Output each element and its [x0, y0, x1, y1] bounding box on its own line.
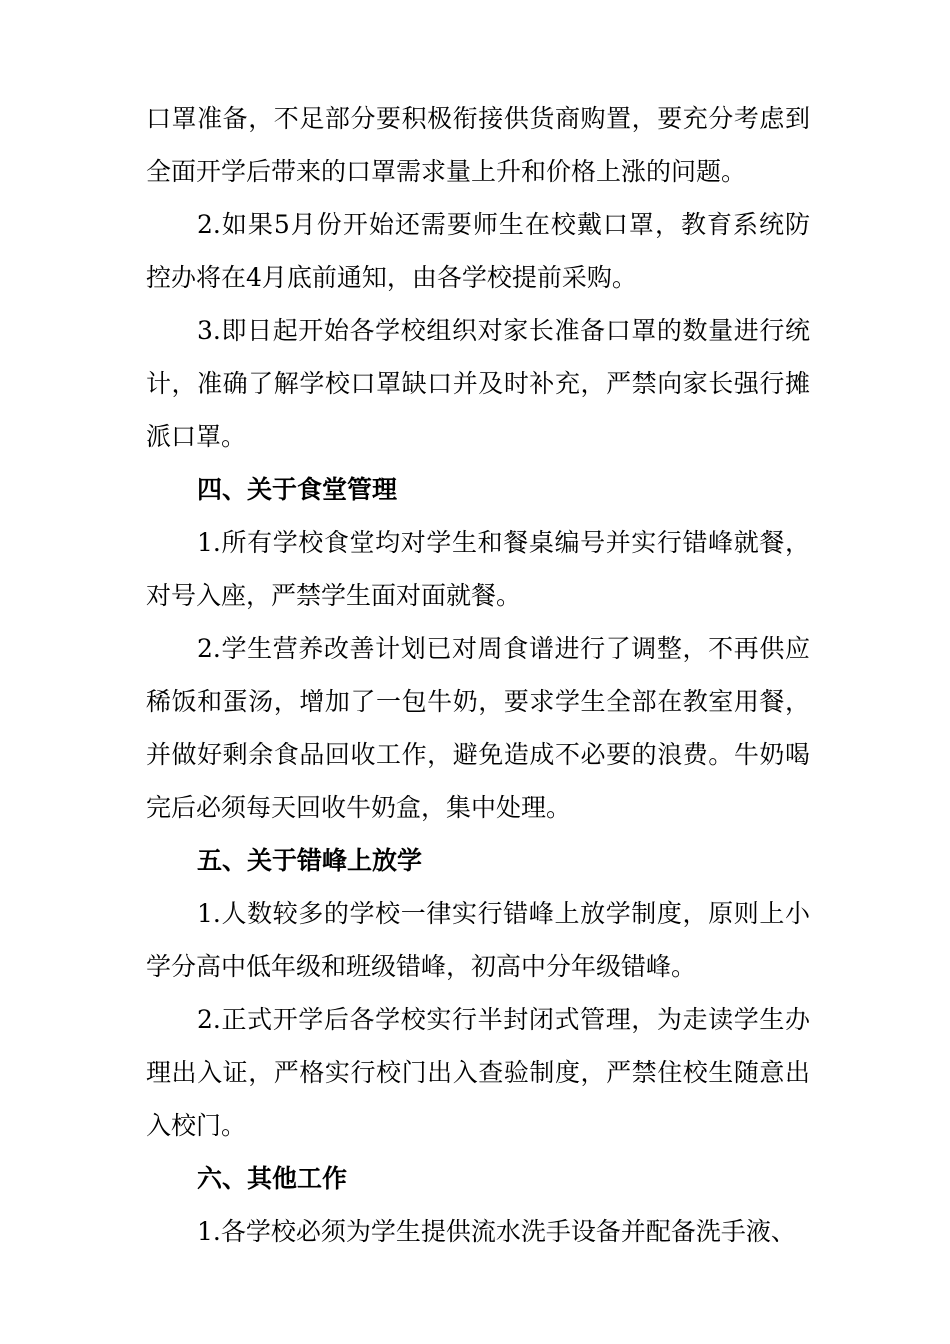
section-heading-canteen: 四、关于食堂管理 [197, 475, 398, 504]
paragraph-other-item-1: 1.各学校必须为学生提供流水洗手设备并配备洗手液、 [197, 1217, 796, 1246]
paragraph-schedule-item-1: 1.人数较多的学校一律实行错峰上放学制度，原则上小学分高中低年级和班级错峰，初高中分年级错峰。 [146, 899, 810, 981]
paragraph-canteen-item-2: 2.学生营养改善计划已对周食谱进行了调整，不再供应稀饭和蛋汤，增加了一包牛奶，要求学生全部在教室用餐，并做好剩余食品回收工作，避免造成不必要的浪费。牛奶喝完后必须每天回收牛奶盒，集中处理。 [146, 634, 810, 822]
section-heading-other-work: 六、其他工作 [197, 1164, 348, 1193]
paragraph-schedule-item-2: 2.正式开学后各学校实行半封闭式管理，为走读学生办理出入证，严格实行校门出入查验制度，严禁住校生随意出入校门。 [146, 1005, 810, 1140]
paragraph-mask-item-2: 2.如果5月份开始还需要师生在校戴口罩，教育系统防控办将在4月底前通知，由各学校提前采购。 [146, 210, 810, 292]
paragraph-mask-item-3: 3.即日起开始各学校组织对家长准备口罩的数量进行统计，准确了解学校口罩缺口并及时补充，严禁向家长强行摊派口罩。 [146, 316, 810, 451]
paragraph-mask-preparation-cont: 口罩准备，不足部分要积极衔接供货商购置，要充分考虑到全面开学后带来的口罩需求量上升和价格上涨的问题。 [146, 104, 810, 186]
paragraph-canteen-item-1: 1.所有学校食堂均对学生和餐桌编号并实行错峰就餐，对号入座，严禁学生面对面就餐。 [146, 528, 810, 610]
section-heading-staggered-schedule: 五、关于错峰上放学 [197, 846, 423, 875]
document-page [146, 92, 810, 1258]
